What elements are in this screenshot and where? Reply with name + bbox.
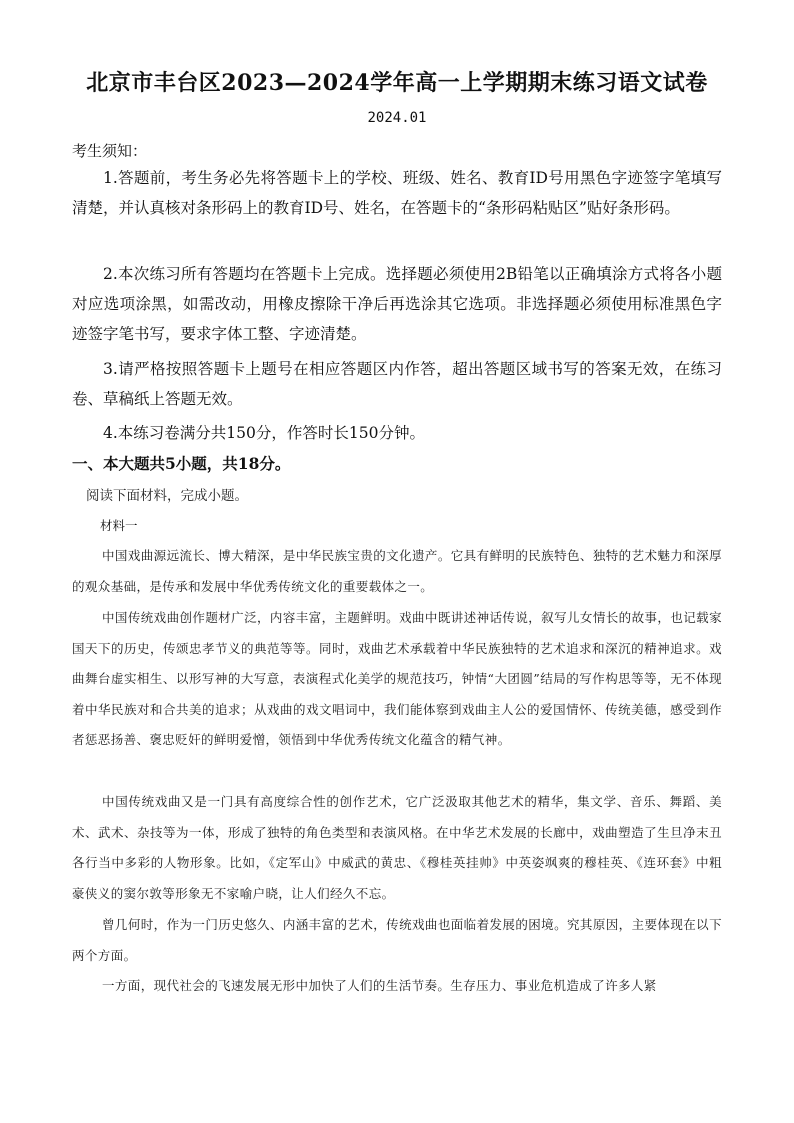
material-paragraph: 中国传统戏曲又是一门具有高度综合性的创作艺术，它广泛汲取其他艺术的精华，集文学、音乐、舞蹈、美术、武术、杂技等为一体，形成了独特的角色类型和表演风格。在中华艺术发展的长廊中，戏曲塑造了生旦净末丑各行当中多彩的人物形象。比如，《定军山》中威武的黄忠、《穆桂英挂帅》中英姿飒爽的穆桂英、《连环套》中粗豪侠义的窦尔敦等形象无不家喻户晓，让人们经久不忘。 xyxy=(72,794,722,901)
material-heading: 材料一 xyxy=(100,518,138,533)
material-paragraph: 曾几何时，作为一门历史悠久、内涵丰富的艺术，传统戏曲也面临着发展的困境。究其原因，主要体现在以下两个方面。 xyxy=(72,917,722,963)
reading-instruction: 阅读下面材料，完成小题。 xyxy=(86,488,248,504)
material-paragraph: 中国戏曲源远流长、博大精深，是中华民族宝贵的文化遗产。它具有鲜明的民族特色、独特的艺术魅力和深厚的观众基础，是传承和发展中华优秀传统文化的重要载体之一。 xyxy=(72,548,722,594)
exam-date: 2024.01 xyxy=(367,110,427,126)
exam-title: 北京市丰台区2023—2024学年高一上学期期末练习语文试卷 xyxy=(86,70,708,96)
notice-item-3: 3.请严格按照答题卡上题号在相应答题区内作答，超出答题区域书写的答案无效，在练习卷、草稿纸上答题无效。 xyxy=(72,360,722,408)
notice-heading: 考生须知： xyxy=(72,142,148,160)
material-paragraph: 一方面，现代社会的飞速发展无形中加快了人们的生活节奏。生存压力、事业危机造成了许多人紧 xyxy=(102,978,657,993)
notice-item-1: 1.答题前，考生务必先将答题卡上的学校、班级、姓名、教育ID号用黑色字迹签字笔填写清楚，并认真核对条形码上的教育ID号、姓名，在答题卡的“条形码粘贴区”贴好条形码。 xyxy=(72,169,722,217)
section-heading: 一、本大题共5小题，共18分。 xyxy=(72,454,291,473)
notice-item-2: 2.本次练习所有答题均在答题卡上完成。选择题必须使用2B铅笔以正确填涂方式将各小题对应选项涂黑，如需改动，用橡皮擦除干净后再选涂其它选项。非选择题必须使用标准黑色字迹签字笔书写，要求字体工整、字迹清楚。 xyxy=(72,265,722,343)
material-paragraph: 中国传统戏曲创作题材广泛，内容丰富，主题鲜明。戏曲中既讲述神话传说，叙写儿女情长的故事，也记载家国天下的历史，传颂忠孝节义的典范等等。同时，戏曲艺术承载着中华民族独特的艺术追求和深沉的精神追求。戏曲舞台虚实相生、以形写神的大写意，表演程式化美学的规范技巧，钟情“大团圆”结局的写作构思等等，无不体现着中华民族对和合共美的追求；从戏曲的戏文唱词中，我们能体察到戏曲主人公的爱国情怀、传统美德，感受到作者惩恶扬善、褒忠贬奸的鲜明爱憎，领悟到中华优秀传统文化蕴含的精气神。 xyxy=(72,610,722,747)
notice-item-4: 4.本练习卷满分共150分，作答时长150分钟。 xyxy=(103,424,425,442)
